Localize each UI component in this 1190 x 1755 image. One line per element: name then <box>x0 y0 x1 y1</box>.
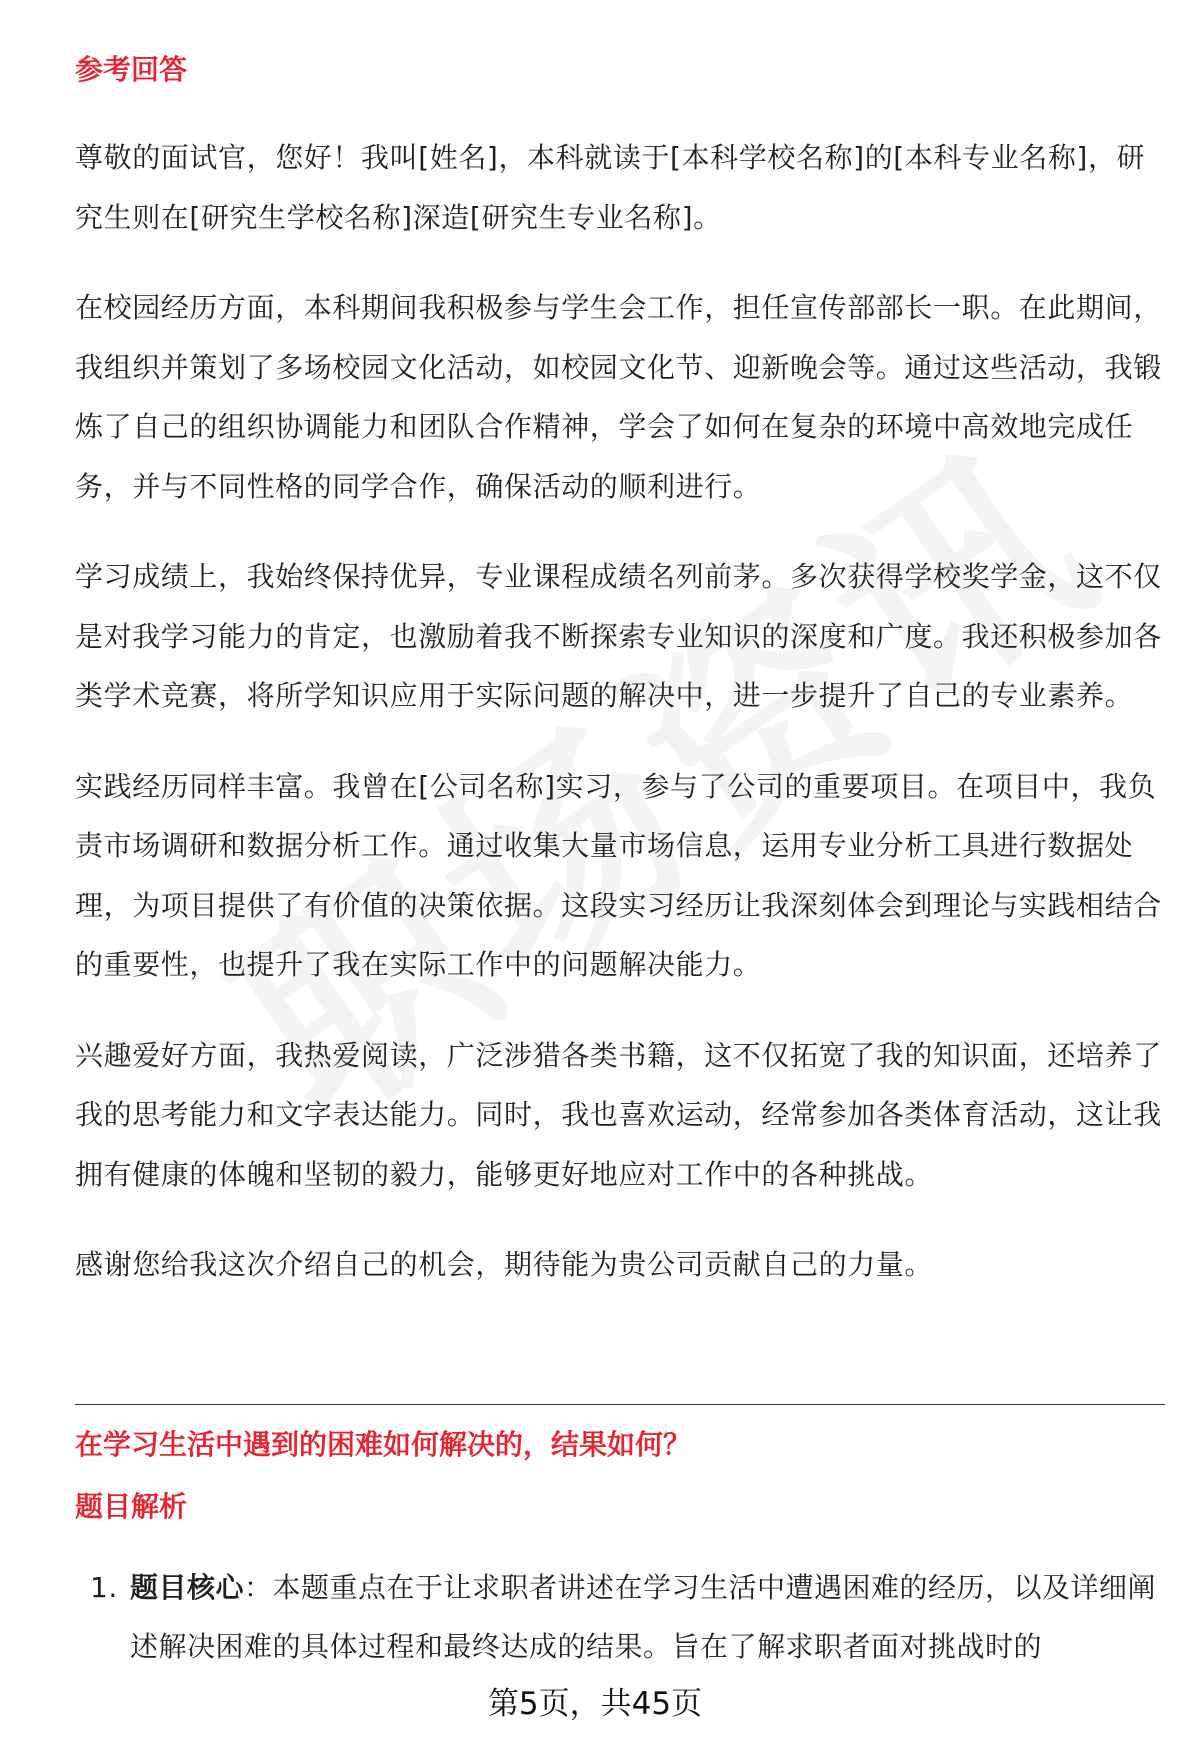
section-divider <box>75 1404 1165 1405</box>
list-item-text: 本题重点在于让求职者讲述在学习生活中遭遇困难的经历，以及详细阐述解决困难的具体过程和最终达成的结果。旨在了解求职者面对挑战时的 <box>130 1571 1157 1663</box>
list-item <box>90 1558 1165 1676</box>
answer-section <box>75 50 1165 1295</box>
paragraph-closing: 感谢您给我这次介绍自己的机会，期待能为贵公司贡献自己的力量。 <box>75 1248 934 1281</box>
answer-heading: 参考回答 <box>75 53 188 86</box>
analysis-list <box>90 1558 1165 1676</box>
list-item-label: 题目核心 <box>130 1571 245 1604</box>
paragraph-intro: 尊敬的面试官，您好！我叫[姓名]，本科就读于[本科学校名称]的[本科专业名称]，研究生则在[研究生学校名称]深造[研究生专业名称]。 <box>75 141 1146 234</box>
list-item-number: 1. <box>90 1571 118 1604</box>
analysis-heading: 题目解析 <box>75 1490 188 1523</box>
paragraph-practice: 实践经历同样丰富。我曾在[公司名称]实习，参与了公司的重要项目。在项目中，我负责市场调研和数据分析工作。通过收集大量市场信息，运用专业分析工具进行数据处理，为项目提供了有价值的决策依据。这段实习经历让我深刻体会到理论与实践相结合的重要性，也提升了我在实际工作中的问题解决能力。 <box>75 769 1162 981</box>
question-title: 在学习生活中遇到的困难如何解决的，结果如何？ <box>75 1428 692 1461</box>
list-item-separator: ： <box>244 1571 273 1604</box>
paragraph-academics: 学习成绩上，我始终保持优异，专业课程成绩名列前茅。多次获得学校奖学金，这不仅是对我学习能力的肯定，也激励着我不断探索专业知识的深度和广度。我还积极参加各类学术竞赛，将所学知识应用于实际问题的解决中，进一步提升了自己的专业素养。 <box>75 560 1162 712</box>
paragraph-hobbies: 兴趣爱好方面，我热爱阅读，广泛涉猎各类书籍，这不仅拓宽了我的知识面，还培养了我的思考能力和文字表达能力。同时，我也喜欢运动，经常参加各类体育活动，这让我拥有健康的体魄和坚韧的毅力，能够更好地应对工作中的各种挑战。 <box>75 1038 1162 1191</box>
page-number: 第5页，共45页 <box>487 1686 703 1722</box>
paragraph-campus: 在校园经历方面，本科期间我积极参与学生会工作，担任宣传部部长一职。在此期间，我组织并策划了多场校园文化活动，如校园文化节、迎新晚会等。通过这些活动，我锻炼了自己的组织协调能力和团队合作精神，学会了如何在复杂的环境中高效地完成任务，并与不同性格的同学合作，确保活动的顺利进行。 <box>75 291 1162 503</box>
